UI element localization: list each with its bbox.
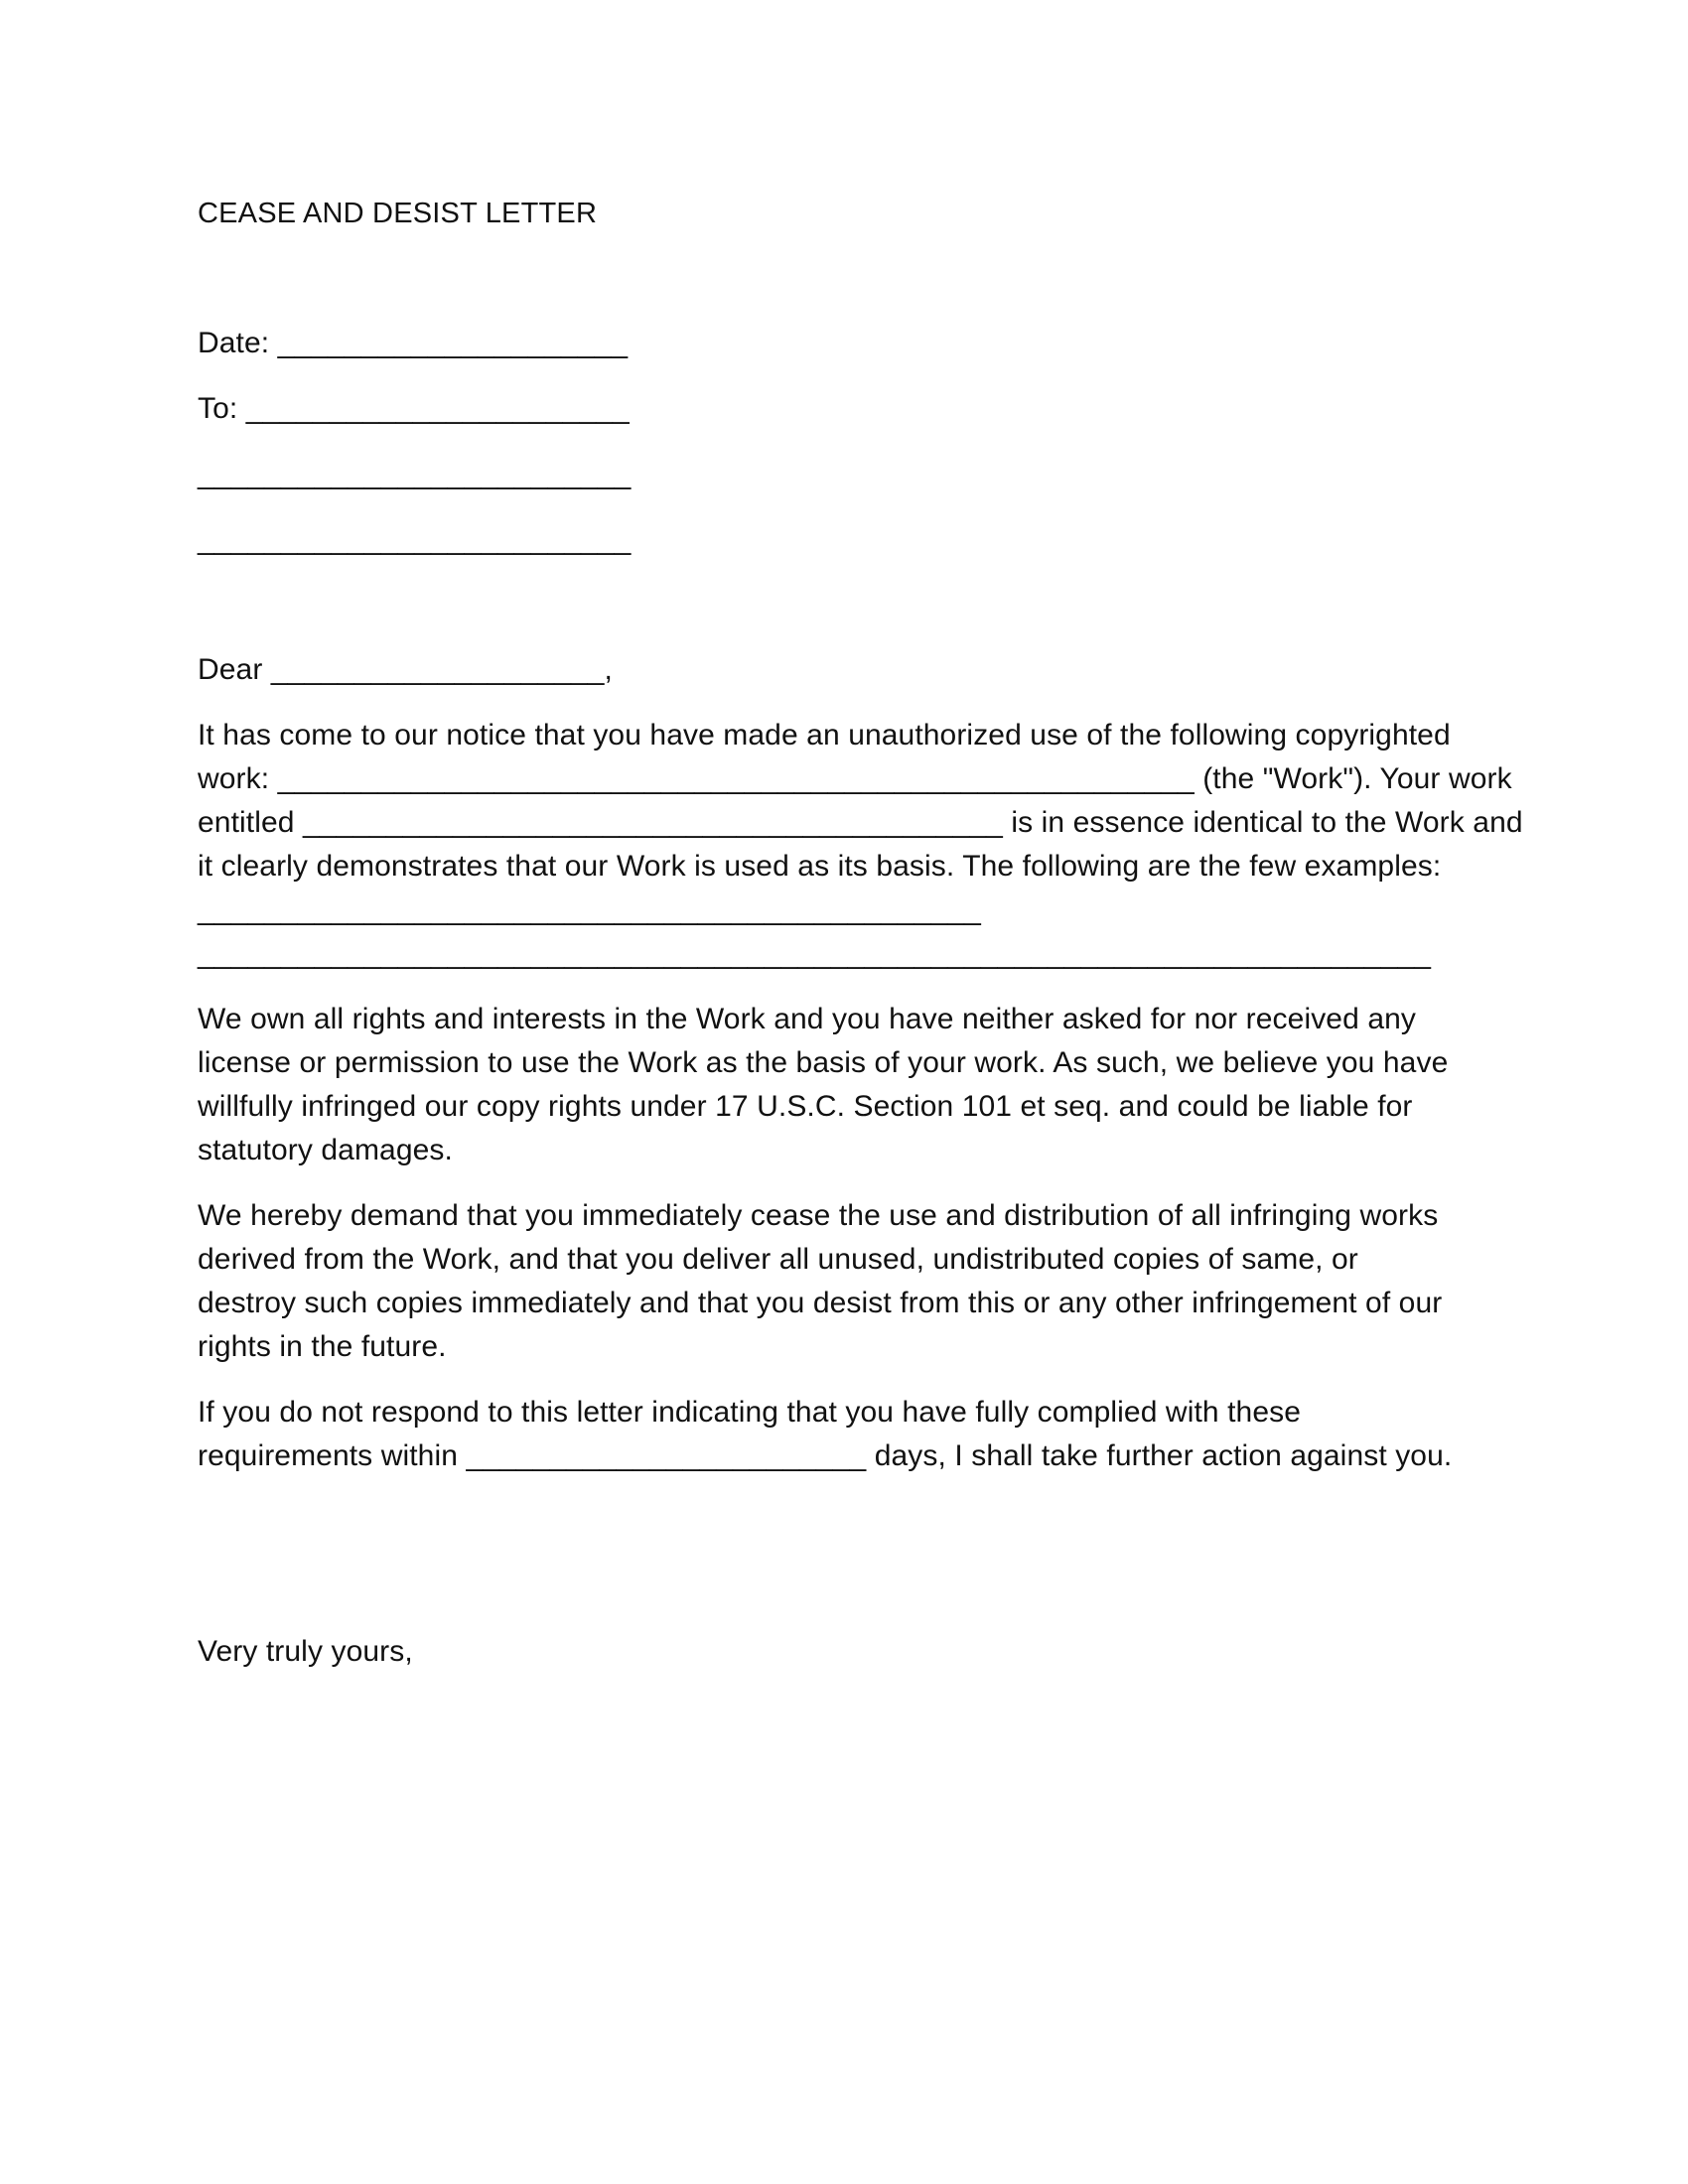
paragraph-line: It has come to our notice that you have made an unauthorized use of the following copyrighted [198, 719, 1451, 751]
paragraph-line: statutory damages. [198, 1134, 453, 1166]
paragraph-line: requirements within ________________________ days, I shall take further action against you. [198, 1439, 1453, 1472]
paragraph-line: We own all rights and interests in the Work and you have neither asked for nor received any [198, 1003, 1416, 1035]
examples-blank-line-1: _______________________________________________ [198, 893, 981, 926]
closing: Very truly yours, [198, 1635, 413, 1668]
paragraph-line: willfully infringed our copy rights under 17 U.S.C. Section 101 et seq. and could be liable for [198, 1090, 1413, 1123]
paragraph-line: If you do not respond to this letter indicating that you have fully complied with these [198, 1396, 1302, 1429]
paragraph-line: entitled __________________________________________ is in essence identical to the Work and [198, 806, 1523, 839]
salutation: Dear ____________________, [198, 653, 613, 686]
recipient-field-line: To: _______________________ [198, 392, 630, 425]
paragraph-line: it clearly demonstrates that our Work is used as its basis. The following are the few examples: [198, 850, 1442, 883]
date-field-line: Date: _____________________ [198, 327, 629, 359]
paragraph-line: work: _______________________________________________________ (the "Work"). Your work [198, 762, 1512, 795]
address-line-2: __________________________ [198, 523, 632, 556]
document-title: CEASE AND DESIST LETTER [198, 198, 598, 229]
paragraph-demand [198, 1194, 1488, 1369]
address-line-1: __________________________ [198, 458, 632, 490]
paragraph-line: destroy such copies immediately and that you desist from this or any other infringement of our [198, 1287, 1443, 1319]
paragraph-line: derived from the Work, and that you deliver all unused, undistributed copies of same, or [198, 1243, 1358, 1276]
paragraph-response-deadline [198, 1391, 1488, 1478]
paragraph-line: We hereby demand that you immediately cease the use and distribution of all infringing works [198, 1199, 1439, 1232]
examples-blank-line-2: __________________________________________________________________________ [198, 937, 1432, 970]
paragraph-line: license or permission to use the Work as the basis of your work. As such, we believe you have [198, 1046, 1449, 1079]
paragraph-unauthorized-use [198, 714, 1523, 976]
paragraph-rights [198, 998, 1488, 1172]
paragraph-line: rights in the future. [198, 1330, 447, 1363]
